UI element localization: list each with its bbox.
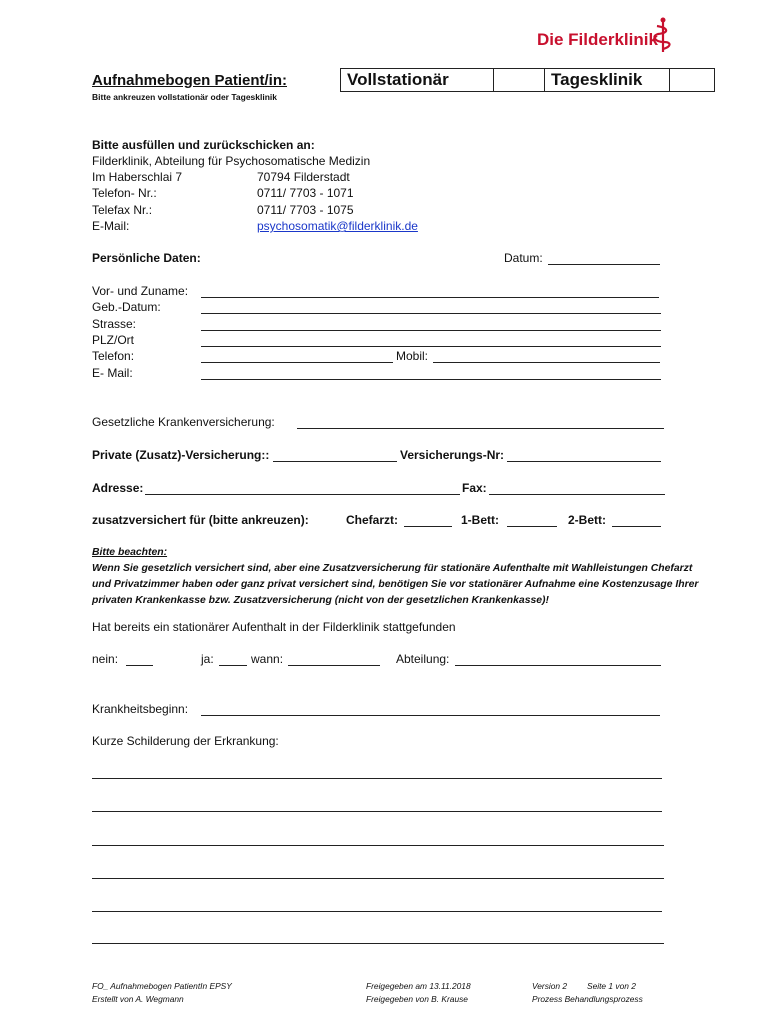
date-field[interactable] — [548, 264, 660, 265]
form-subtitle: Bitte ankreuzen vollstationär oder Tagesklinik — [92, 92, 278, 102]
footer-version: Version 2 — [532, 981, 568, 991]
statutory-field[interactable] — [297, 428, 664, 429]
send-to-heading: Bitte ausfüllen und zurückschicken an: — [92, 138, 315, 152]
description-label: Kurze Schilderung der Erkrankung: — [92, 734, 279, 748]
insurance-fax-label: Fax: — [462, 481, 487, 495]
zip-field[interactable] — [201, 346, 661, 347]
double-room-field[interactable] — [612, 526, 661, 527]
note-heading: Bitte beachten: — [92, 547, 168, 558]
when-label: wann: — [251, 652, 284, 666]
description-line[interactable] — [92, 811, 662, 812]
description-line[interactable] — [92, 778, 662, 779]
single-room-field[interactable] — [507, 526, 557, 527]
footer-released-on: Freigegeben am 13.11.2018 — [366, 981, 471, 991]
chief-physician-label: Chefarzt: — [346, 513, 399, 527]
insurance-number-field[interactable] — [507, 461, 661, 462]
option-tagesklinik-label: Tagesklinik — [545, 69, 670, 92]
onset-field[interactable] — [201, 715, 660, 716]
option-tagesklinik-checkbox[interactable] — [670, 69, 715, 92]
admission-type-table — [340, 68, 715, 92]
no-label: nein: — [92, 652, 119, 666]
department-label: Abteilung: — [396, 652, 450, 666]
private-field[interactable] — [273, 461, 397, 462]
description-line[interactable] — [92, 911, 662, 912]
name-label: Vor- und Zuname: — [92, 284, 189, 298]
chief-physician-field[interactable] — [404, 526, 452, 527]
name-field[interactable] — [201, 297, 659, 298]
street-label: Strasse: — [92, 317, 137, 331]
note-text: Wenn Sie gesetzlich versichert sind, aber eine Zusatzversicherung für stationäre Aufenthalte mit Wahlleistungen Chefarzt und Privatzimmer haben oder ganz privat versichert sind, benötigen Sie vor stationärer Aufnahme eine Kostenzusage Ihrer privaten Krankenkasse bzw. Zusatzversicherung (nicht von der gesetzlichen Krankenkasse)! — [92, 563, 699, 606]
onset-label: Krankheitsbeginn: — [92, 702, 189, 716]
clinic-org: Filderklinik, Abteilung für Psychosomatische Medizin — [92, 154, 371, 168]
personal-heading: Persönliche Daten: — [92, 251, 201, 265]
insurance-number-label: Versicherungs-Nr: — [400, 448, 505, 462]
dob-label: Geb.-Datum: — [92, 300, 161, 314]
option-vollstationaer-checkbox[interactable] — [494, 69, 545, 92]
private-label: Private (Zusatz)-Versicherung:: — [92, 448, 270, 462]
option-vollstationaer-label: Vollstationär — [341, 69, 494, 92]
department-field[interactable] — [455, 665, 661, 666]
yes-field[interactable] — [219, 665, 247, 666]
supplementary-label: zusatzversichert für (bitte ankreuzen): — [92, 513, 309, 527]
clinic-email-link[interactable]: psychosomatik@filderklinik.de — [257, 219, 418, 233]
no-field[interactable] — [126, 665, 153, 666]
footer-process: Prozess Behandlungsprozess — [532, 994, 643, 1004]
date-label: Datum: — [504, 251, 543, 265]
double-room-label: 2-Bett: — [568, 513, 606, 527]
insurance-fax-field[interactable] — [489, 494, 665, 495]
when-field[interactable] — [288, 665, 380, 666]
footer-created-by: Erstellt von A. Wegmann — [92, 994, 184, 1004]
zip-label: PLZ/Ort — [92, 333, 135, 347]
clinic-fax-label: Telefax Nr.: — [92, 203, 153, 217]
description-line[interactable] — [92, 878, 664, 879]
footer-released-by: Freigegeben von B. Krause — [366, 994, 468, 1004]
clinic-fax: 0711/ 7703 - 1075 — [257, 203, 354, 217]
description-line[interactable] — [92, 943, 664, 944]
address-field[interactable] — [145, 494, 460, 495]
single-room-label: 1-Bett: — [461, 513, 499, 527]
clinic-phone-label: Telefon- Nr.: — [92, 186, 157, 200]
footer-page: Seite 1 von 2 — [587, 981, 636, 991]
phone-label: Telefon: — [92, 349, 135, 363]
dob-field[interactable] — [201, 313, 661, 314]
previous-stay-question: Hat bereits ein stationärer Aufenthalt in der Filderklinik stattgefunden — [92, 620, 456, 634]
statutory-label: Gesetzliche Krankenversicherung: — [92, 415, 275, 429]
clinic-email-label: E-Mail: — [92, 219, 130, 233]
address-label: Adresse: — [92, 481, 144, 495]
mobile-label: Mobil: — [396, 349, 429, 363]
yes-label: ja: — [201, 652, 214, 666]
email-field[interactable] — [201, 379, 661, 380]
mobile-field[interactable] — [433, 362, 660, 363]
footer-doc-id: FO_ Aufnahmebogen PatientIn EPSY — [92, 981, 232, 991]
form-title: Aufnahmebogen Patient/in: — [92, 72, 287, 89]
phone-field[interactable] — [201, 362, 393, 363]
clinic-phone: 0711/ 7703 - 1071 — [257, 186, 354, 200]
insurance-note — [92, 545, 712, 609]
clinic-street: Im Haberschlai 7 — [92, 170, 183, 184]
street-field[interactable] — [201, 330, 661, 331]
clinic-city: 70794 Filderstadt — [257, 170, 350, 184]
email-label: E- Mail: — [92, 366, 133, 380]
logo-text: Die Filderklinik — [537, 30, 658, 49]
rod-of-asclepius-icon — [652, 16, 674, 54]
description-line[interactable] — [92, 845, 664, 846]
